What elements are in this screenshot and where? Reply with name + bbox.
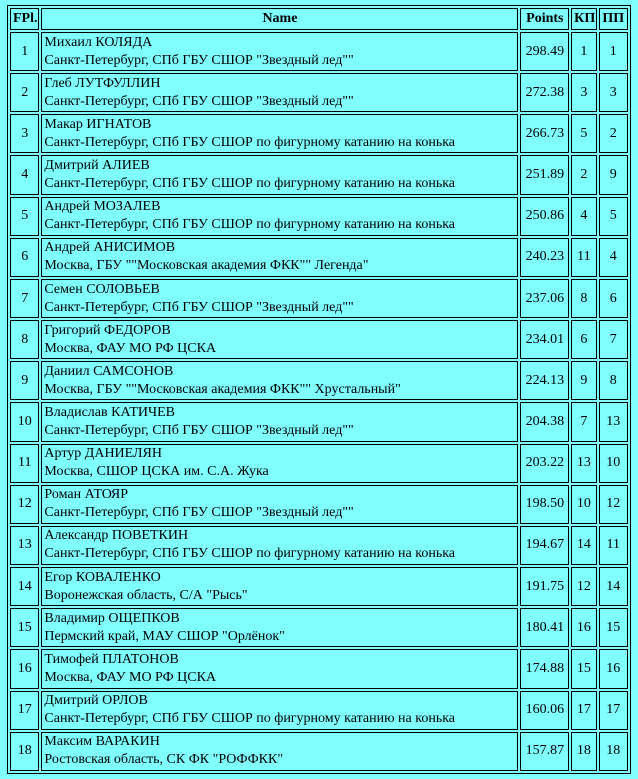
place-cell: 18 <box>10 732 39 771</box>
skater-club: Пермский край, МАУ СШОР "Орлёнок" <box>44 628 285 644</box>
table-row <box>10 114 628 153</box>
skater-name: Егор КОВАЛЕНКО <box>44 569 161 585</box>
place-cell: 1 <box>10 32 39 71</box>
kp-cell: 5 <box>571 114 596 153</box>
skater-name: Даниил САМСОНОВ <box>44 363 174 379</box>
pp-cell: 6 <box>599 279 628 318</box>
skater-cell <box>41 567 518 606</box>
points-cell: 266.73 <box>520 114 569 153</box>
skater-cell <box>41 155 518 194</box>
table-row <box>10 526 628 565</box>
table-row <box>10 402 628 441</box>
kp-cell: 4 <box>571 197 596 236</box>
skater-club: Санкт-Петербург, СПб ГБУ СШОР "Звездный лед"" <box>44 505 354 521</box>
kp-cell: 9 <box>571 361 596 400</box>
skater-club: Санкт-Петербург, СПб ГБУ СШОР по фигурному катанию на конька <box>44 134 456 150</box>
skater-club: Санкт-Петербург, СПб ГБУ СШОР "Звездный лед"" <box>44 93 354 109</box>
kp-cell: 8 <box>571 279 596 318</box>
place-cell: 2 <box>10 73 39 112</box>
skater-club: Санкт-Петербург, СПб ГБУ СШОР по фигурному катанию на конька <box>44 546 456 562</box>
place-cell: 13 <box>10 526 39 565</box>
skater-name: Артур ДАНИЕЛЯН <box>44 446 162 462</box>
pp-cell: 11 <box>599 526 628 565</box>
skater-cell <box>41 485 518 524</box>
pp-cell: 12 <box>599 485 628 524</box>
skater-cell <box>41 238 518 277</box>
table-row <box>10 155 628 194</box>
skater-cell <box>41 608 518 647</box>
skater-cell <box>41 73 518 112</box>
kp-cell: 17 <box>571 691 596 730</box>
table-row <box>10 73 628 112</box>
points-cell: 298.49 <box>520 32 569 71</box>
table-row <box>10 444 628 483</box>
pp-cell: 9 <box>599 155 628 194</box>
skater-club: Москва, СШОР ЦСКА им. С.А. Жука <box>44 464 269 480</box>
skater-cell <box>41 279 518 318</box>
skater-club: Санкт-Петербург, СПб ГБУ СШОР "Звездный лед"" <box>44 422 354 438</box>
place-cell: 17 <box>10 691 39 730</box>
skater-cell <box>41 402 518 441</box>
table-row <box>10 197 628 236</box>
points-cell: 157.87 <box>520 732 569 771</box>
points-cell: 160.06 <box>520 691 569 730</box>
table-row <box>10 485 628 524</box>
points-cell: 237.06 <box>520 279 569 318</box>
kp-cell: 18 <box>571 732 596 771</box>
header-name: Name <box>41 8 518 30</box>
skater-cell <box>41 361 518 400</box>
points-cell: 174.88 <box>520 649 569 688</box>
skater-name: Глеб ЛУТФУЛЛИН <box>44 75 161 91</box>
pp-cell: 1 <box>599 32 628 71</box>
points-cell: 203.22 <box>520 444 569 483</box>
kp-cell: 3 <box>571 73 596 112</box>
skater-club: Москва, ГБУ ""Московская академия ФКК"" Легенда" <box>44 258 369 274</box>
kp-cell: 10 <box>571 485 596 524</box>
table-row <box>10 649 628 688</box>
results-table <box>7 5 631 774</box>
skater-name: Владимир ОЩЕПКОВ <box>44 610 180 626</box>
pp-cell: 3 <box>599 73 628 112</box>
table-row <box>10 567 628 606</box>
kp-cell: 7 <box>571 402 596 441</box>
kp-cell: 2 <box>571 155 596 194</box>
points-cell: 198.50 <box>520 485 569 524</box>
place-cell: 12 <box>10 485 39 524</box>
skater-cell <box>41 649 518 688</box>
table-row <box>10 32 628 71</box>
place-cell: 10 <box>10 402 39 441</box>
skater-cell <box>41 526 518 565</box>
kp-cell: 12 <box>571 567 596 606</box>
place-cell: 15 <box>10 608 39 647</box>
place-cell: 6 <box>10 238 39 277</box>
skater-club: Москва, ФАУ МО РФ ЦСКА <box>44 669 217 685</box>
skater-name: Александр ПОВЕТКИН <box>44 528 189 544</box>
header-points: Points <box>520 8 569 30</box>
skater-name: Тимофей ПЛАТОНОВ <box>44 651 179 667</box>
pp-cell: 2 <box>599 114 628 153</box>
kp-cell: 1 <box>571 32 596 71</box>
place-cell: 3 <box>10 114 39 153</box>
kp-cell: 14 <box>571 526 596 565</box>
header-row <box>10 8 628 30</box>
points-cell: 251.89 <box>520 155 569 194</box>
header-pp: ПП <box>599 8 628 30</box>
pp-cell: 13 <box>599 402 628 441</box>
pp-cell: 15 <box>599 608 628 647</box>
pp-cell: 4 <box>599 238 628 277</box>
place-cell: 14 <box>10 567 39 606</box>
table-row <box>10 320 628 359</box>
skater-cell <box>41 32 518 71</box>
skater-name: Максим ВАРАКИН <box>44 734 160 750</box>
kp-cell: 6 <box>571 320 596 359</box>
skater-cell <box>41 732 518 771</box>
table-row <box>10 691 628 730</box>
skater-name: Михаил КОЛЯДА <box>44 34 153 50</box>
skater-name: Дмитрий ОРЛОВ <box>44 693 148 709</box>
kp-cell: 13 <box>571 444 596 483</box>
skater-name: Андрей МОЗАЛЕВ <box>44 199 161 215</box>
skater-cell <box>41 691 518 730</box>
skater-club: Санкт-Петербург, СПб ГБУ СШОР по фигурному катанию на конька <box>44 176 456 192</box>
table-row <box>10 238 628 277</box>
points-cell: 204.38 <box>520 402 569 441</box>
skater-name: Роман АТОЯР <box>44 487 129 503</box>
kp-cell: 11 <box>571 238 596 277</box>
points-cell: 250.86 <box>520 197 569 236</box>
skater-name: Владислав КАТИЧЕВ <box>44 404 175 420</box>
skater-cell <box>41 444 518 483</box>
skater-name: Семен СОЛОВЬЕВ <box>44 281 160 297</box>
skater-name: Григорий ФЕДОРОВ <box>44 322 171 338</box>
place-cell: 4 <box>10 155 39 194</box>
pp-cell: 14 <box>599 567 628 606</box>
pp-cell: 10 <box>599 444 628 483</box>
place-cell: 7 <box>10 279 39 318</box>
skater-cell <box>41 320 518 359</box>
header-fpl: FPl. <box>10 8 39 30</box>
points-cell: 272.38 <box>520 73 569 112</box>
place-cell: 9 <box>10 361 39 400</box>
skater-club: Ростовская область, СК ФК "РОФФКК" <box>44 752 284 768</box>
skater-club: Санкт-Петербург, СПб ГБУ СШОР по фигурному катанию на конька <box>44 217 456 233</box>
skater-cell <box>41 197 518 236</box>
skater-name: Дмитрий АЛИЕВ <box>44 158 150 174</box>
table-row <box>10 279 628 318</box>
place-cell: 5 <box>10 197 39 236</box>
pp-cell: 17 <box>599 691 628 730</box>
table-row <box>10 732 628 771</box>
pp-cell: 16 <box>599 649 628 688</box>
skater-club: Воронежская область, С/А "Рысь" <box>44 587 248 603</box>
skater-name: Андрей АНИСИМОВ <box>44 240 176 256</box>
place-cell: 16 <box>10 649 39 688</box>
skater-cell <box>41 114 518 153</box>
place-cell: 11 <box>10 444 39 483</box>
table-row <box>10 608 628 647</box>
skater-club: Санкт-Петербург, СПб ГБУ СШОР "Звездный лед"" <box>44 299 354 315</box>
pp-cell: 7 <box>599 320 628 359</box>
points-cell: 194.67 <box>520 526 569 565</box>
pp-cell: 8 <box>599 361 628 400</box>
pp-cell: 5 <box>599 197 628 236</box>
skater-club: Санкт-Петербург, СПб ГБУ СШОР по фигурному катанию на конька <box>44 711 456 727</box>
place-cell: 8 <box>10 320 39 359</box>
pp-cell: 18 <box>599 732 628 771</box>
table-row <box>10 361 628 400</box>
points-cell: 180.41 <box>520 608 569 647</box>
points-cell: 191.75 <box>520 567 569 606</box>
skater-name: Макар ИГНАТОВ <box>44 116 152 132</box>
header-kp: КП <box>571 8 596 30</box>
skater-club: Москва, ФАУ МО РФ ЦСКА <box>44 340 217 356</box>
skater-club: Санкт-Петербург, СПб ГБУ СШОР "Звездный лед"" <box>44 52 354 68</box>
kp-cell: 16 <box>571 608 596 647</box>
skater-club: Москва, ГБУ ""Московская академия ФКК"" Хрустальный" <box>44 381 401 397</box>
points-cell: 240.23 <box>520 238 569 277</box>
kp-cell: 15 <box>571 649 596 688</box>
points-cell: 234.01 <box>520 320 569 359</box>
points-cell: 224.13 <box>520 361 569 400</box>
